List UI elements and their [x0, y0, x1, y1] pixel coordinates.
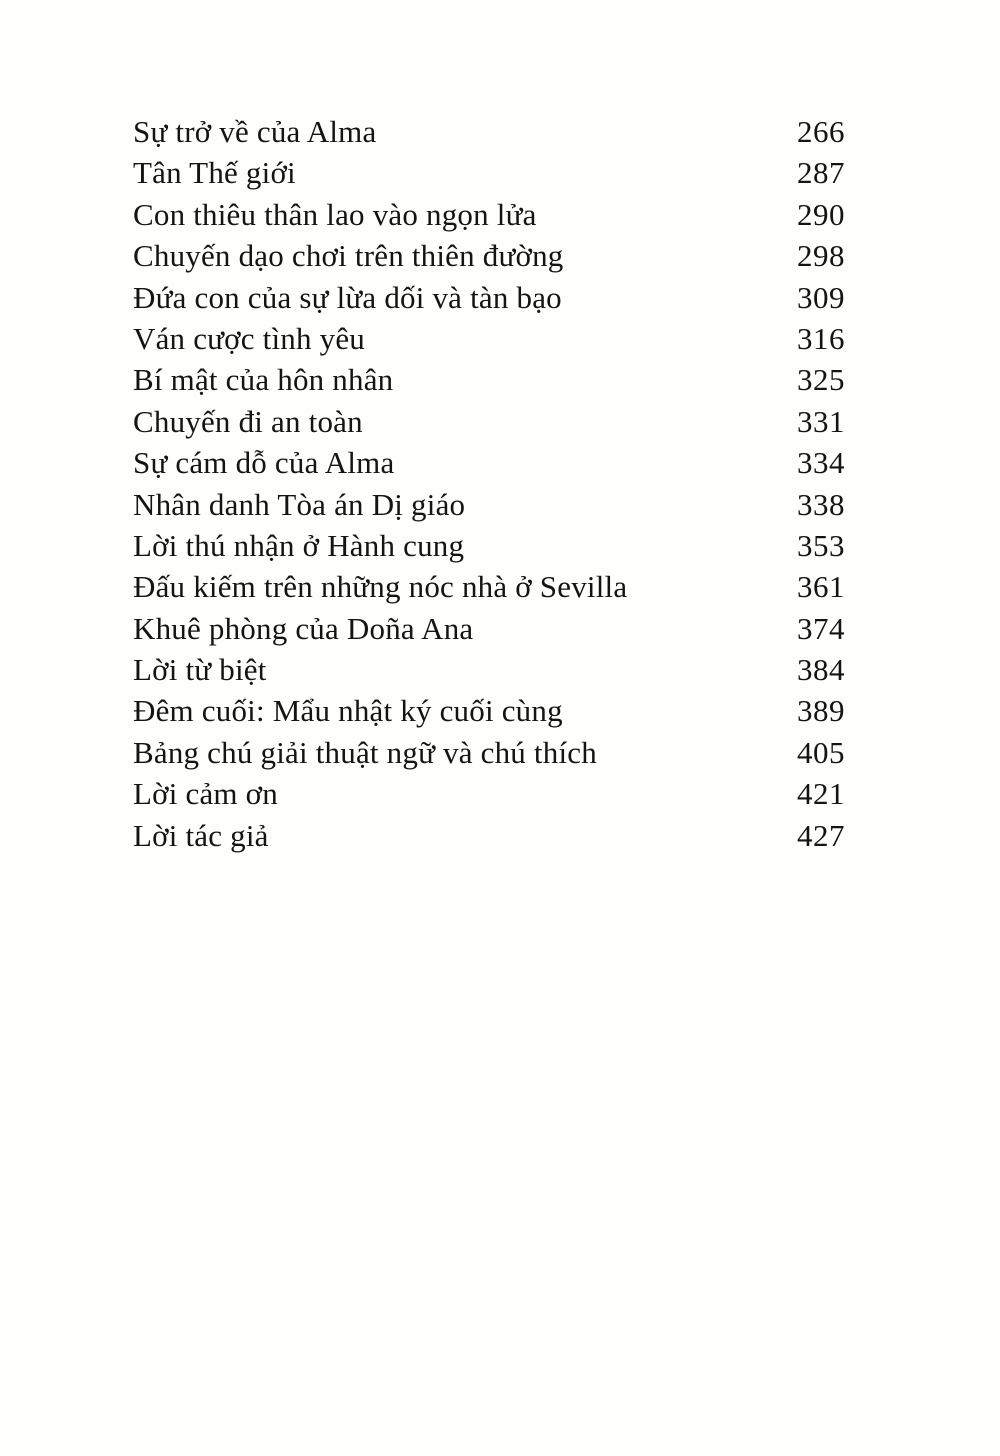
chapter-title: Sự trở về của Alma — [133, 114, 377, 149]
toc-entry — [133, 608, 845, 649]
chapter-title: Lời tác giả — [133, 817, 269, 853]
chapter-page-number: 287 — [797, 155, 845, 191]
chapter-page-number: 421 — [797, 776, 845, 812]
toc-entry — [133, 235, 845, 276]
chapter-page-number: 353 — [797, 527, 845, 563]
chapter-title: Tân Thế giới — [133, 155, 296, 191]
toc-entry — [133, 318, 845, 359]
chapter-title: Ván cược tình yêu — [133, 320, 365, 356]
toc-entry — [133, 194, 845, 235]
toc-entry — [133, 815, 845, 856]
toc-entry — [133, 690, 845, 731]
toc-entry — [133, 525, 845, 566]
chapter-page-number: 384 — [797, 652, 845, 688]
toc-entry — [133, 484, 845, 525]
chapter-page-number: 290 — [797, 196, 845, 232]
chapter-page-number: 427 — [797, 817, 845, 853]
chapter-title: Lời từ biệt — [133, 652, 267, 688]
toc-entry — [133, 732, 845, 773]
toc-entry — [133, 566, 845, 607]
chapter-page-number: 389 — [797, 693, 845, 729]
chapter-page-number: 338 — [797, 486, 845, 522]
chapter-page-number: 334 — [797, 445, 845, 481]
chapter-page-number: 266 — [797, 114, 845, 149]
toc-entry — [133, 401, 845, 442]
chapter-title: Nhân danh Tòa án Dị giáo — [133, 486, 466, 522]
chapter-title: Con thiêu thân lao vào ngọn lửa — [133, 196, 537, 232]
chapter-page-number: 331 — [797, 403, 845, 439]
toc-entry — [133, 111, 845, 152]
chapter-page-number: 374 — [797, 610, 845, 646]
chapter-page-number: 298 — [797, 238, 845, 274]
chapter-page-number: 309 — [797, 279, 845, 315]
chapter-title: Đấu kiếm trên những nóc nhà ở Sevilla — [133, 569, 628, 605]
toc-entry — [133, 442, 845, 483]
chapter-page-number: 405 — [797, 734, 845, 770]
toc-entry — [133, 359, 845, 400]
chapter-title: Sự cám dỗ của Alma — [133, 445, 395, 481]
chapter-title: Khuê phòng của Doña Ana — [133, 610, 474, 646]
toc-entry — [133, 649, 845, 690]
chapter-title: Lời cảm ơn — [133, 776, 278, 812]
chapter-title: Đứa con của sự lừa dối và tàn bạo — [133, 279, 562, 315]
chapter-page-number: 361 — [797, 569, 845, 605]
chapter-title: Chuyến đi an toàn — [133, 403, 363, 439]
table-of-contents — [133, 111, 845, 856]
toc-entry — [133, 773, 845, 814]
toc-entry — [133, 277, 845, 318]
chapter-title: Lời thú nhận ở Hành cung — [133, 527, 465, 563]
chapter-title: Bảng chú giải thuật ngữ và chú thích — [133, 734, 597, 770]
chapter-title: Bí mật của hôn nhân — [133, 362, 394, 398]
chapter-page-number: 316 — [797, 320, 845, 356]
chapter-title: Đêm cuối: Mẩu nhật ký cuối cùng — [133, 693, 563, 729]
toc-entry — [133, 152, 845, 193]
chapter-page-number: 325 — [797, 362, 845, 398]
chapter-title: Chuyến dạo chơi trên thiên đường — [133, 238, 564, 274]
